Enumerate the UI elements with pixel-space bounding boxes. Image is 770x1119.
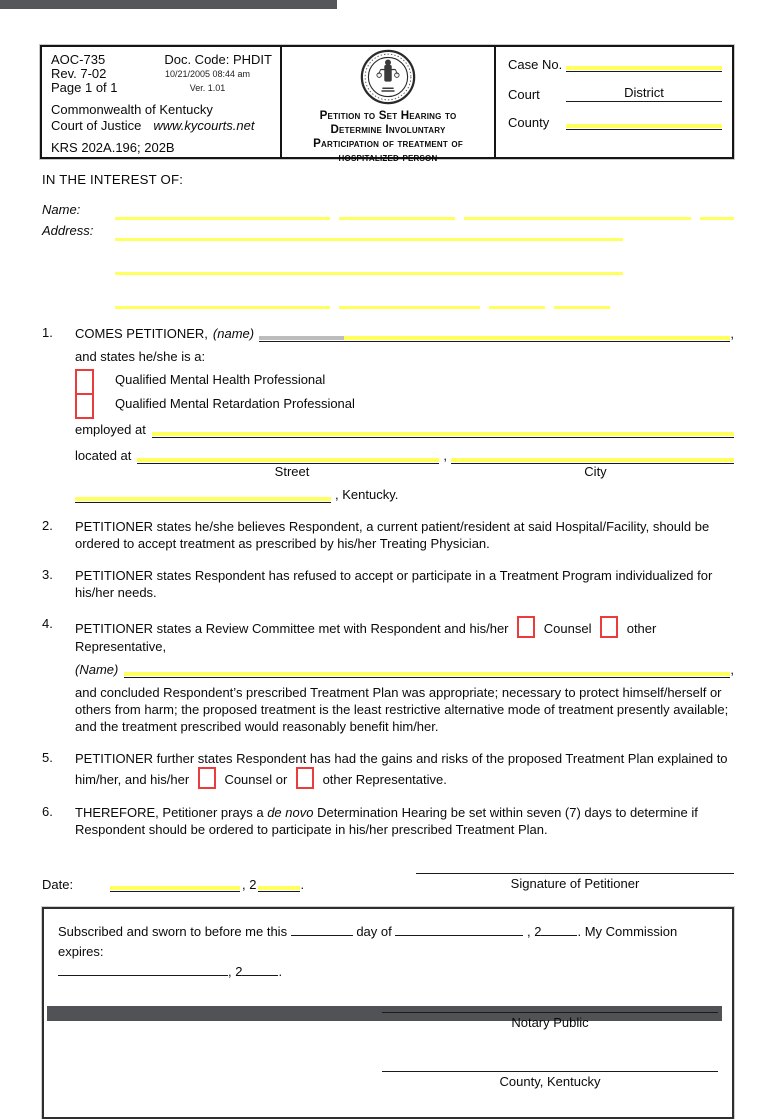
date-field[interactable] xyxy=(110,878,240,892)
case-no-field[interactable] xyxy=(566,58,722,72)
city-caption: City xyxy=(584,464,607,479)
employed-at-label: employed at xyxy=(75,422,146,437)
located-at-label: located at xyxy=(75,448,132,463)
form-title-line3: Participation of treatment of xyxy=(313,137,463,150)
date-signature-row xyxy=(42,858,734,892)
krs-citation: KRS 202A.196; 202B xyxy=(51,140,175,155)
statement-5-number: 5. xyxy=(42,750,53,765)
commission-date-field[interactable] xyxy=(58,962,228,976)
states-heshe-text: and states he/she is a: xyxy=(75,349,206,364)
representative-name-field[interactable] xyxy=(124,664,730,678)
address-zip-field[interactable] xyxy=(554,294,610,309)
header-center-cell xyxy=(282,47,496,164)
address-line2-field[interactable] xyxy=(115,260,623,275)
kentucky-text: , Kentucky. xyxy=(335,487,399,502)
statement-1-number: 1. xyxy=(42,325,53,340)
counsel-label-5: Counsel or xyxy=(224,772,288,787)
address-city-field[interactable] xyxy=(115,294,330,309)
commission-year-field[interactable] xyxy=(242,962,278,976)
statement-3-number: 3. xyxy=(42,567,53,582)
date-label: Date: xyxy=(42,877,74,892)
statement-6-pre: THEREFORE, Petitioner prays a xyxy=(75,805,264,820)
name-hint: (name) xyxy=(212,326,255,341)
form-timestamp: 10/21/2005 08:44 am xyxy=(164,69,251,79)
statement-4-lead: PETITIONER states a Review Committee met with Respondent and his/her xyxy=(75,621,509,636)
header-right-cell xyxy=(496,47,732,157)
statement-5 xyxy=(42,750,734,789)
statement-2-text: PETITIONER states he/she believes Respondent, a current patient/resident at said Hospital/Facility, should be ordered to accept treatment as prescribed by his/her Treating Physician. xyxy=(75,519,710,551)
notary-day-of-text: day of xyxy=(356,924,392,939)
form-title-line2: Determine Involuntary xyxy=(330,123,446,136)
respondent-middle-name-field[interactable] xyxy=(464,205,691,220)
qmhp-label: Qualified Mental Health Professional xyxy=(115,372,326,387)
statement-3 xyxy=(42,567,734,601)
statement-6 xyxy=(42,804,734,838)
statement-6-number: 6. xyxy=(42,804,53,819)
notary-box xyxy=(42,907,734,1119)
notary-sworn-text: Subscribed and sworn to before me this xyxy=(58,924,288,939)
qmrp-label: Qualified Mental Retardation Professional xyxy=(115,396,355,411)
respondent-suffix-field[interactable] xyxy=(700,205,734,220)
in-the-interest-heading: IN THE INTEREST OF: xyxy=(42,172,184,187)
form-number: AOC-735 xyxy=(51,52,106,67)
notary-public-signature-line[interactable] xyxy=(382,998,718,1013)
notary-county-line[interactable] xyxy=(382,1057,718,1072)
form-header xyxy=(40,45,734,164)
date-comma-2: , 2 xyxy=(242,877,257,892)
notary-year-field[interactable] xyxy=(541,922,577,936)
address-state-field[interactable] xyxy=(489,294,545,309)
name-label-4: (Name) xyxy=(75,662,119,677)
statement-4 xyxy=(42,616,734,735)
other-rep-checkbox-4[interactable] xyxy=(600,616,618,638)
located-county-field[interactable] xyxy=(75,489,331,503)
statement-2 xyxy=(42,518,734,552)
date-year-field[interactable] xyxy=(258,878,300,892)
address-county-field[interactable] xyxy=(339,294,480,309)
petitioner-signature-line[interactable] xyxy=(416,858,734,874)
located-comma: , xyxy=(443,448,447,463)
header-left-cell xyxy=(42,47,282,157)
form-title-line1: Petition to Set Hearing to xyxy=(319,109,457,122)
notary-period-a: . xyxy=(577,924,582,939)
comes-petitioner-text: COMES PETITIONER, xyxy=(75,326,208,341)
form-version: Ver. 1.01 xyxy=(189,83,226,93)
notary-period-b: . xyxy=(278,964,283,979)
counsel-checkbox-5[interactable] xyxy=(198,767,216,789)
petitioner-signature-caption: Signature of Petitioner xyxy=(510,876,640,891)
notary-comma-2b: , 2 xyxy=(228,964,243,979)
statement-2-number: 2. xyxy=(42,518,53,533)
petitioner-name-gray-segment xyxy=(259,336,344,340)
other-rep-label-4: other Representative, xyxy=(75,621,657,654)
case-no-label: Case No. xyxy=(508,57,563,72)
address-line1-field[interactable] xyxy=(115,226,623,241)
form-title-line4: hospitalized person xyxy=(338,151,438,164)
name-comma-4: , xyxy=(730,662,734,677)
located-street-field[interactable] xyxy=(137,450,439,464)
statement-6-de-novo: de novo xyxy=(267,805,314,820)
form-revision: Rev. 7-02 xyxy=(51,66,107,81)
court-label: Court xyxy=(508,87,540,102)
notary-public-caption: Notary Public xyxy=(511,1015,589,1030)
date-period: . xyxy=(300,877,305,892)
court-of-justice-line: Court of Justice xyxy=(51,118,142,133)
court-field: District xyxy=(566,85,722,102)
form-body xyxy=(42,172,734,1119)
website-link[interactable]: www.kycourts.net xyxy=(153,118,255,133)
trailing-comma: , xyxy=(730,326,734,341)
notary-month-field[interactable] xyxy=(395,922,523,936)
county-label: County xyxy=(508,115,550,130)
name-label: Name: xyxy=(42,202,81,217)
page-count: Page 1 of 1 xyxy=(51,80,118,95)
qmrp-checkbox[interactable] xyxy=(75,393,94,419)
statement-6-post: Determination Hearing be set within seven (7) days to determine if Respondent should be ordered to participate in his/her prescribed Treatment Plan. xyxy=(75,805,698,837)
counsel-checkbox-4[interactable] xyxy=(517,616,535,638)
statement-4-body: and concluded Respondent’s prescribed Treatment Plan was appropriate; necessary to protect himself/herself or others from harm; the proposed treatment is the least restrictive alternative mode of treatment presently available; and the treatment prescribed would reasonably benefit him/her. xyxy=(75,685,729,734)
commission-expires-text: My Commission expires: xyxy=(58,924,678,959)
statement-3-text: PETITIONER states Respondent has refused to accept or participate in a Treatment Program individualized for his/her needs. xyxy=(75,568,713,600)
notary-county-caption: County, Kentucky xyxy=(499,1074,601,1089)
petitioner-name-yellow-segment xyxy=(344,336,730,340)
notary-comma-2a: , 2 xyxy=(527,924,542,939)
respondent-last-name-field[interactable] xyxy=(115,205,330,220)
employed-at-field[interactable] xyxy=(152,424,734,438)
located-city-field[interactable] xyxy=(451,450,734,464)
doc-code: Doc. Code: PHDIT xyxy=(164,52,272,67)
other-rep-checkbox-5[interactable] xyxy=(296,767,314,789)
statement-4-number: 4. xyxy=(42,616,53,631)
scan-artifact-top-bar xyxy=(0,0,337,9)
counsel-label-4: Counsel xyxy=(543,621,592,636)
commonwealth-line: Commonwealth of Kentucky xyxy=(51,102,213,117)
qmhp-checkbox[interactable] xyxy=(75,369,94,395)
respondent-first-name-field[interactable] xyxy=(339,205,455,220)
kentucky-court-of-justice-seal-icon xyxy=(360,49,416,105)
other-rep-label-5: other Representative. xyxy=(322,772,447,787)
statement-1 xyxy=(42,325,734,503)
statement-5-lead: PETITIONER further states Respondent has had the gains and risks of the proposed Treatment Plan explained to him/her, and his/her xyxy=(75,751,728,787)
county-field[interactable] xyxy=(566,116,722,130)
street-caption: Street xyxy=(274,464,310,479)
notary-day-field[interactable] xyxy=(291,922,353,936)
petitioner-name-field[interactable] xyxy=(259,326,730,342)
address-label: Address: xyxy=(42,223,94,238)
